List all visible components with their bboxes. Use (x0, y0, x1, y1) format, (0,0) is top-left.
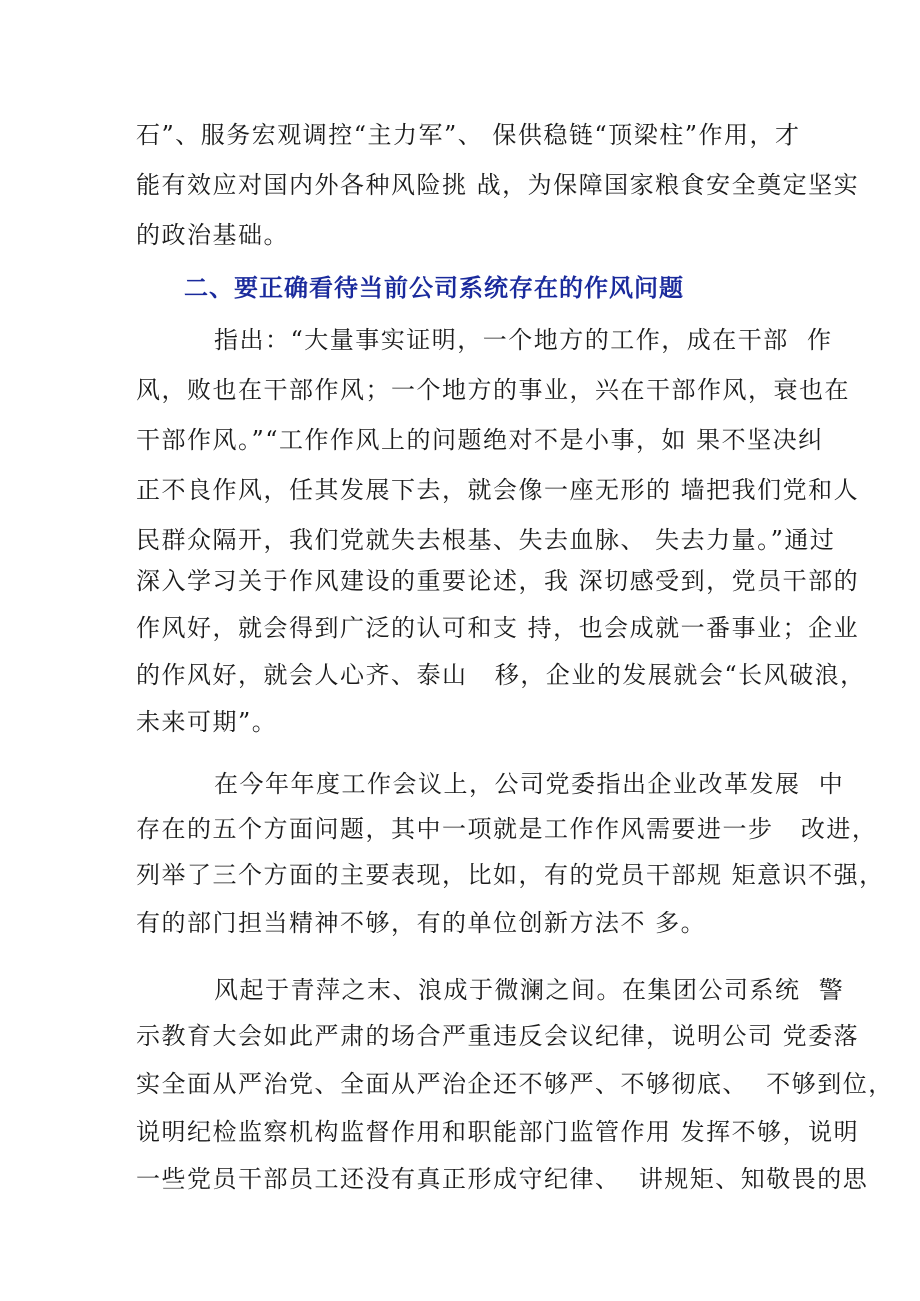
paragraph-2-line-8: 的作风好，就会人心齐、泰山 移，企业的发展就会“长风破浪， (136, 661, 866, 689)
paragraph-4-line-4: 说明纪检监察机构监督作用和职能部门监管作用 发挥不够，说明 (136, 1118, 860, 1146)
paragraph-4-line-3: 实全面从严治党、全面从严治企还不够严、不够彻底、 不够到位， (136, 1070, 894, 1098)
paragraph-3-line-3: 列举了三个方面的主要表现，比如，有的党员干部规 矩意识不强， (136, 861, 885, 889)
paragraph-4-line-5: 一些党员干部员工还没有真正形成守纪律、 讲规矩、知敬畏的思 (136, 1165, 869, 1193)
paragraph-4-line-1: 风起于青萍之末、浪成于微澜之间。在集团公司系统 警 (214, 976, 845, 1004)
paragraph-2-line-9: 未来可期”。 (136, 708, 278, 736)
paragraph-1-line-1: 石”、服务宏观调控“主力军”、 保供稳链“顶梁柱”作用，才 (136, 121, 801, 149)
paragraph-3-line-4: 有的部门担当精神不够，有的单位创新方法不 多。 (136, 909, 707, 937)
paragraph-4-line-2: 示教育大会如此严肃的场合严重违反会议纪律，说明公司 党委落 (136, 1022, 860, 1050)
paragraph-2-line-6: 深入学习关于作风建设的重要论述，我 深切感受到，党员干部的 (136, 567, 860, 595)
paragraph-2-line-1: 指出：“大量事实证明，一个地方的工作，成在干部 作 (214, 326, 833, 354)
paragraph-1-line-3: 的政治基础。 (136, 221, 289, 249)
paragraph-3-line-1: 在今年年度工作会议上，公司党委指出企业改革发展 中 (214, 770, 845, 798)
paragraph-2-line-7: 作风好，就会得到广泛的认可和支 持，也会成就一番事业；企业 (136, 614, 860, 642)
paragraph-2-line-3: 干部作风。”“工作作风上的问题绝对不是小事，如 果不坚决纠 (136, 426, 824, 454)
paragraph-2-line-4: 正不良作风，任其发展下去，就会像一座无形的 墙把我们党和人 (136, 476, 860, 504)
section-heading: 二、要正确看待当前公司系统存在的作风问题 (184, 274, 684, 302)
paragraph-2-line-5: 民群众隔开，我们党就失去根基、失去血脉、 失去力量。”通过 (136, 526, 836, 554)
paragraph-3-line-2: 存在的五个方面问题，其中一项就是工作作风需要进一步 改进， (136, 815, 878, 843)
paragraph-1-line-2: 能有效应对国内外各种风险挑 战，为保障国家粮食安全奠定坚实 (136, 171, 860, 199)
paragraph-2-line-2: 风，败也在干部作风；一个地方的事业，兴在干部作风，衰也在 (136, 376, 850, 404)
